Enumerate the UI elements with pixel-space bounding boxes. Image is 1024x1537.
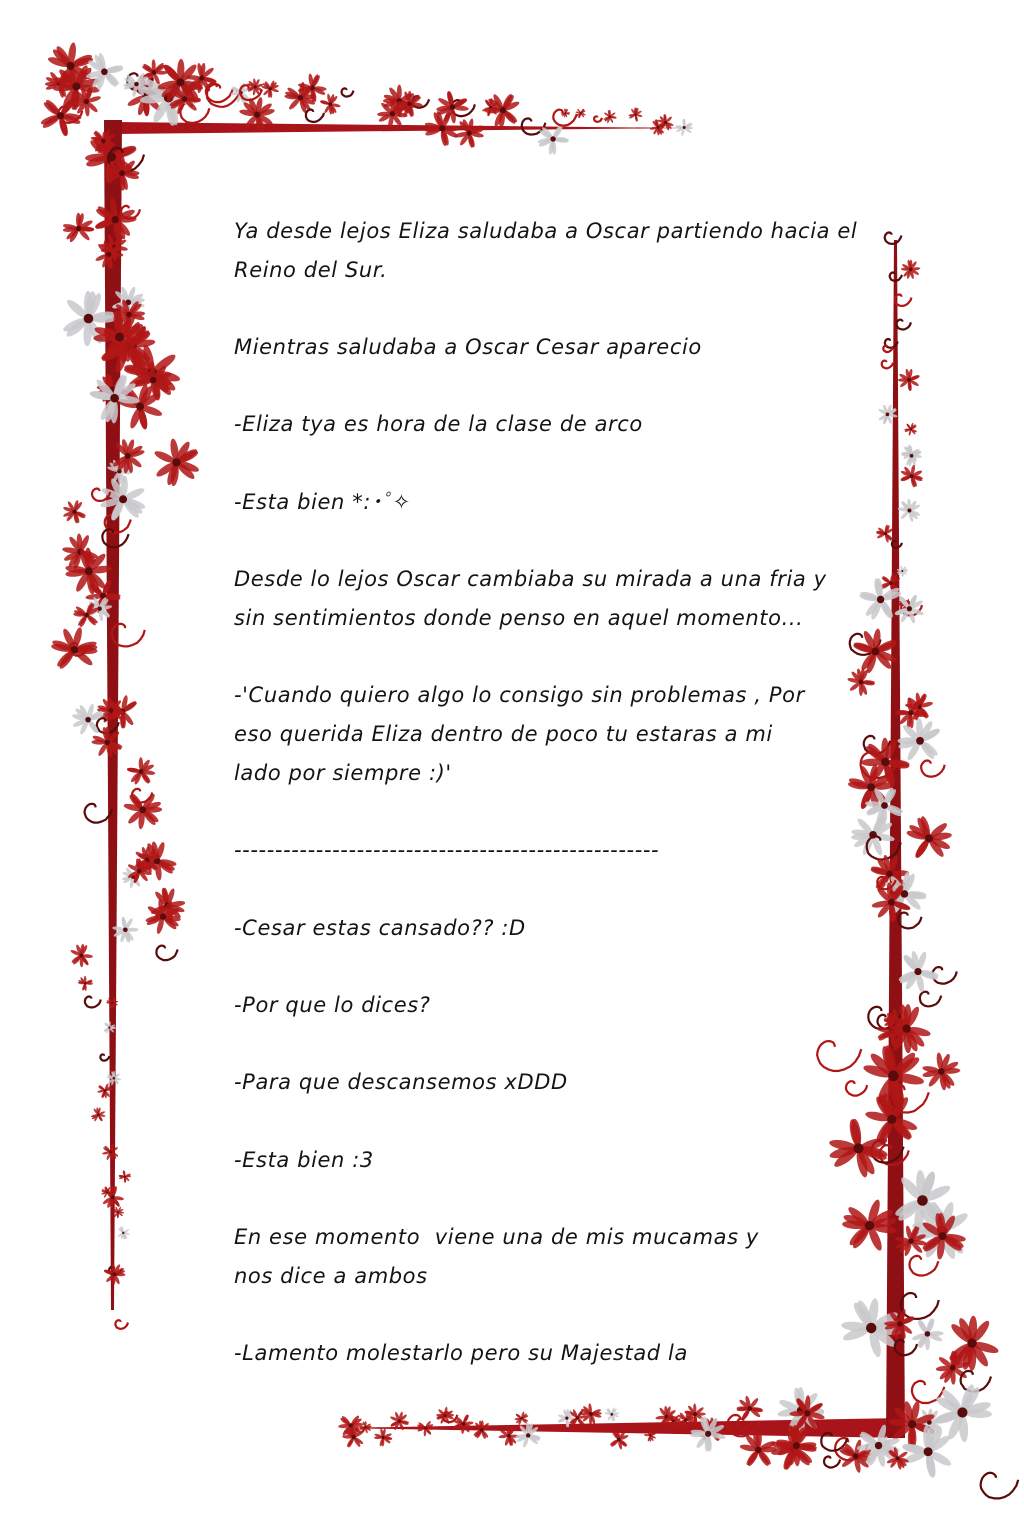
flower-ornament [78, 976, 93, 991]
flower-ornament [947, 1316, 999, 1371]
flower-ornament [417, 1420, 434, 1436]
swirl-ornament [156, 946, 177, 961]
flower-ornament [320, 93, 341, 114]
swirl-ornament [885, 233, 902, 244]
flower-ornament [901, 445, 922, 466]
flower-ornament [604, 1407, 619, 1422]
swirl-ornament [85, 997, 101, 1008]
flower-ornament [898, 369, 920, 392]
swirl-ornament [100, 1055, 109, 1061]
swirl-ornament [901, 1293, 939, 1319]
flower-ornament [897, 499, 920, 523]
flower-ornament [153, 438, 200, 487]
flower-ornament [904, 423, 917, 436]
paragraph: -'Cuando quiero algo lo consigo sin problemas , Por eso querida Eliza dentro de poco tu estaras a mi lado por siempre :)' [234, 683, 805, 785]
flower-ornament [70, 944, 93, 968]
swirl-ornament [882, 361, 893, 369]
flower-ornament [603, 110, 617, 124]
flower-ornament [454, 118, 484, 148]
swirl-ornament [85, 804, 113, 823]
flower-ornament [906, 815, 953, 859]
flower-ornament [127, 757, 156, 785]
paragraph: -Cesar estas cansado?? :D [234, 915, 526, 940]
flower-ornament [675, 119, 693, 137]
paragraph: Ya desde lejos Eliza saludaba a Oscar partiendo hacia el Reino del Sur. [234, 219, 858, 282]
paragraph: -Esta bien :3 [234, 1147, 374, 1172]
flower-ornament [117, 1226, 130, 1240]
flower-ornament [374, 1428, 393, 1447]
flower-ornament [63, 213, 95, 244]
flower-ornament [922, 1052, 961, 1091]
paragraph: Mientras saludaba a Oscar Cesar aparecio [234, 335, 702, 360]
flower-ornament [897, 718, 941, 762]
flower-ornament [51, 626, 98, 670]
flower-ornament [628, 107, 642, 121]
flower-ornament [94, 198, 137, 241]
flower-ornament [453, 1414, 474, 1434]
flower-ornament [485, 93, 521, 129]
flower-ornament [900, 464, 923, 487]
flower-ornament [103, 1263, 125, 1285]
swirl-ornament [594, 116, 602, 121]
flower-ornament [575, 108, 586, 118]
swirl-ornament [921, 761, 945, 777]
paragraph: -Para que descansemos xDDD [234, 1070, 568, 1095]
flower-ornament [123, 792, 162, 829]
swirl-ornament [342, 88, 354, 96]
swirl-ornament [898, 913, 921, 929]
paragraph: -Lamento molestarlo pero su Majestad la [234, 1341, 688, 1366]
story-text [234, 212, 874, 1373]
flower-ornament [876, 524, 894, 543]
swirl-ornament [883, 346, 892, 352]
paragraph: Desde lo lejos Oscar cambiaba su mirada a una fria y sin sentimientos donde penso en aquel momento... [234, 567, 827, 630]
flower-ornament [580, 1403, 602, 1425]
paragraph: -Por que lo dices? [234, 992, 431, 1017]
paragraph: -Esta bien *:･ﾟ✧ [234, 489, 411, 514]
flower-ornament [901, 259, 921, 279]
swirl-ornament [910, 1256, 939, 1276]
flower-ornament [91, 1107, 106, 1122]
swirl-ornament [981, 1473, 1019, 1499]
swirl-ornament [824, 1457, 840, 1468]
separator-line: ---------------------------------------------------- [234, 838, 660, 863]
swirl-ornament [920, 992, 941, 1007]
flower-ornament [119, 1170, 132, 1183]
flower-ornament [514, 1411, 528, 1425]
paragraph: -Eliza tya es hora de la clase de arco [234, 412, 643, 437]
swirl-ornament [115, 1320, 128, 1329]
flower-ornament [261, 80, 279, 98]
flower-ornament [63, 500, 87, 524]
swirl-ornament [897, 320, 911, 330]
swirl-ornament [306, 110, 324, 122]
paragraph: En ese momento viene una de mis mucamas y nos dice a ambos [234, 1225, 759, 1288]
